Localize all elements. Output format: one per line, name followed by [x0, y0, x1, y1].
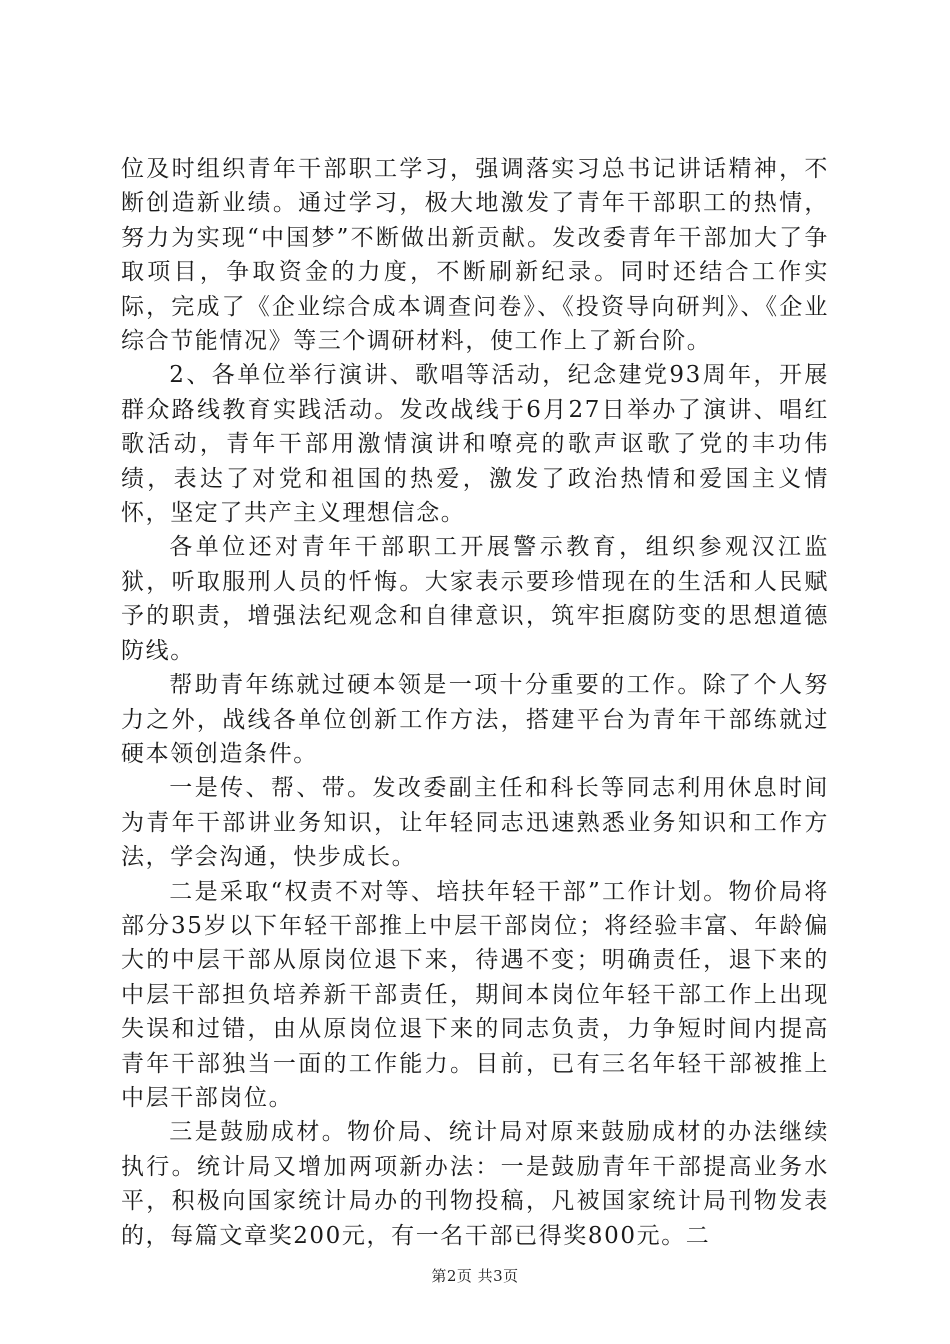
- paragraph-1: 位及时组织青年干部职工学习，强调落实习总书记讲话精神，不断创造新业绩。通过学习，极大地激发了青年干部职工的热情，努力为实现“中国梦”不断做出新贡献。发改委青年干部加大了争取项目，争取资金的力度，不断刷新纪录。同时还结合工作实际，完成了《企业综合成本调查问卷》、《投资导向研判》、《企业综合节能情况》等三个调研材料，使工作上了新台阶。: [121, 156, 829, 355]
- paragraph-5: 一是传、帮、带。发改委副主任和科长等同志利用休息时间为青年干部讲业务知识，让年轻同志迅速熟悉业务知识和工作方法，学会沟通，快步成长。: [121, 775, 829, 871]
- paragraph-4: 帮助青年练就过硬本领是一项十分重要的工作。除了个人努力之外，战线各单位创新工作方法，搭建平台为青年干部练就过硬本领创造条件。: [121, 672, 829, 767]
- paragraph-3: 各单位还对青年干部职工开展警示教育，组织参观汉江监狱，听取服刑人员的忏悔。大家表示要珍惜现在的生活和人民赋予的职责，增强法纪观念和自律意识，筑牢拒腐防变的思想道德防线。: [121, 534, 829, 664]
- document-body: [121, 152, 829, 1253]
- paragraph-7: 三是鼓励成材。物价局、统计局对原来鼓励成材的办法继续执行。统计局又增加两项新办法：一是鼓励青年干部提高业务水平，积极向国家统计局办的刊物投稿，凡被国家统计局刊物发表的，每篇文章奖200元，有一名干部已得奖800元。二: [121, 1119, 829, 1249]
- page-footer: 第2页 共3页: [431, 1267, 519, 1285]
- paragraph-6: 二是采取“权责不对等、培扶年轻干部”工作计划。物价局将部分35岁以下年轻干部推上中层干部岗位；将经验丰富、年龄偏大的中层干部从原岗位退下来，待遇不变；明确责任，退下来的中层干部担负培养新干部责任，期间本岗位年轻干部工作上出现失误和过错，由从原岗位退下来的同志负责，力争短时间内提高青年干部独当一面的工作能力。目前，已有三名年轻干部被推上中层干部岗位。: [121, 878, 829, 1111]
- paragraph-2: 2、各单位举行演讲、歌唱等活动，纪念建党93周年，开展群众路线教育实践活动。发改战线于6月27日举办了演讲、唱红歌活动，青年干部用激情演讲和嘹亮的歌声讴歌了党的丰功伟绩，表达了对党和祖国的热爱，激发了政治热情和爱国主义情怀，坚定了共产主义理想信念。: [121, 362, 829, 527]
